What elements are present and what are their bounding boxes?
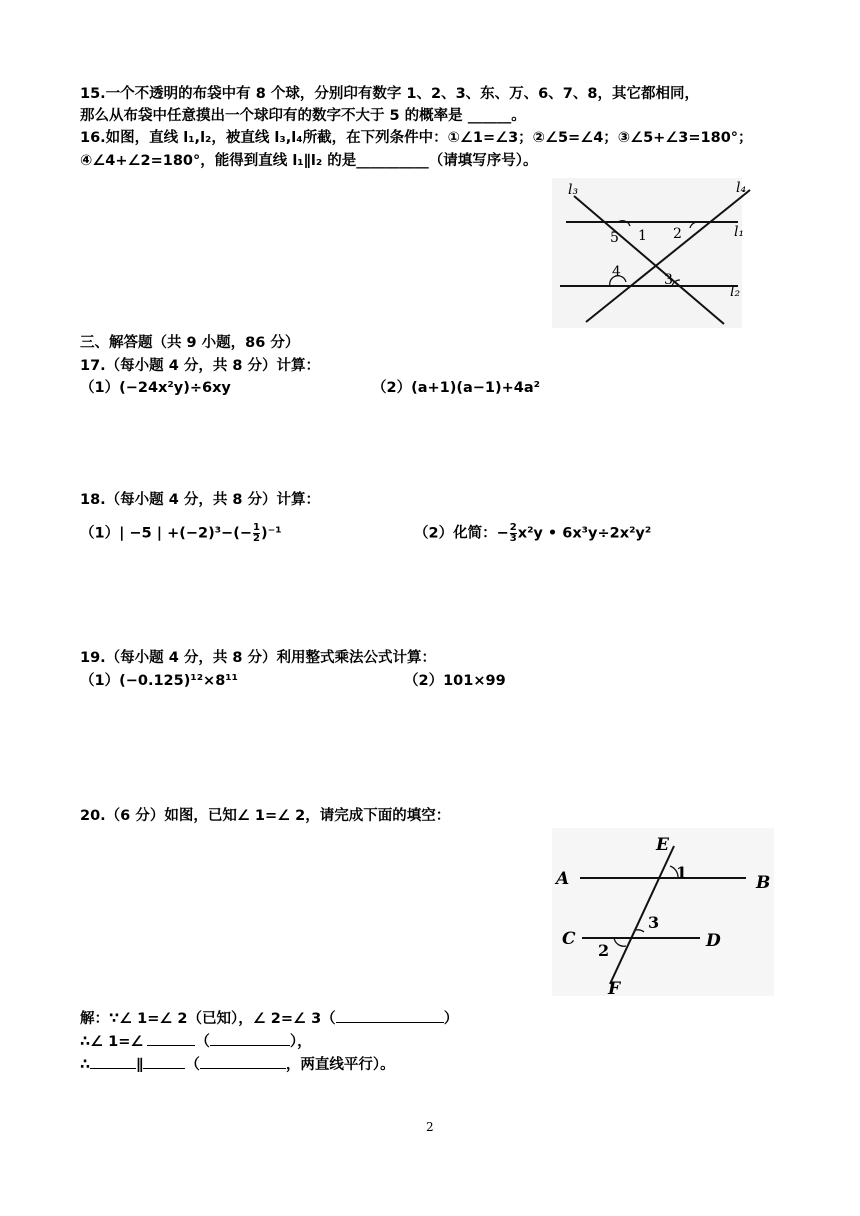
q16-line2: ④∠4+∠2=180°，能得到直线 l₁∥l₂ 的是__________（请填写序号）。 [80, 153, 538, 169]
label-angle-4: 4 [612, 264, 621, 280]
sol2-text-b: （ [195, 1034, 210, 1050]
label-l3: l₃ [568, 182, 579, 198]
sol3-text-b: ∥ [136, 1057, 144, 1073]
label-A: A [556, 869, 570, 889]
q20-solution-line3 [80, 1054, 395, 1075]
label-l1: l₁ [734, 224, 745, 240]
sol1-text-a: 解：∵∠ 1=∠ 2（已知），∠ 2=∠ 3（ [80, 1011, 336, 1027]
sol3-text-d: ，两直线平行）。 [285, 1057, 395, 1073]
q18-heading: 18.（每小题 4 分，共 8 分）计算： [80, 492, 321, 508]
label-B: B [756, 873, 771, 893]
sol1-blank [336, 1008, 444, 1023]
label-angle-2: 2 [598, 941, 610, 960]
label-F: F [608, 979, 621, 999]
q15-line1: 15.一个不透明的布袋中有 8 个球，分别印有数字 1、2、3、东、万、6、7、8，其它都相同， [80, 86, 699, 102]
q20-heading: 20.（6 分）如图，已知∠ 1=∠ 2，请完成下面的填空： [80, 808, 451, 824]
q19-part2: （2）101×99 [404, 673, 506, 689]
q20-figure [552, 828, 774, 999]
section3-title: 三、解答题（共 9 小题，86 分） [80, 335, 300, 351]
q16-figure [552, 178, 747, 328]
sol1-text-b: ） [443, 1011, 459, 1027]
sol2-blank2 [210, 1031, 290, 1046]
q18-frac-den: 3 [509, 533, 517, 544]
q18-p2-suffix: x²y • 6x³y÷2x²y² [517, 525, 652, 542]
label-l2: l₂ [730, 284, 741, 300]
q18-half-num: 1 [252, 522, 260, 533]
sol2-blank1 [147, 1031, 195, 1046]
label-D: D [706, 931, 721, 951]
sol2-text-a: ∴∠ 1=∠ [80, 1034, 144, 1050]
q18-half-den: 2 [252, 533, 260, 544]
q18-part1 [80, 523, 282, 544]
label-angle-5: 5 [610, 230, 619, 246]
q18-frac-num: 2 [509, 522, 517, 533]
sol3-text-a: ∴ [80, 1057, 91, 1073]
q20-solution-line2 [80, 1031, 312, 1052]
q17-part2: （2）(a+1)(a−1)+4a² [372, 380, 541, 396]
q19-heading: 19.（每小题 4 分，共 8 分）利用整式乘法公式计算： [80, 650, 437, 666]
sol3-blank1 [90, 1054, 136, 1069]
q17-heading: 17.（每小题 4 分，共 8 分）计算： [80, 358, 321, 374]
label-angle-1: 1 [638, 228, 647, 244]
label-E: E [656, 835, 669, 855]
q19-part1: （1）(−0.125)¹²×8¹¹ [80, 673, 238, 689]
label-l4: l₄ [736, 180, 747, 196]
q18-part2 [414, 523, 651, 544]
label-angle-3: 3 [648, 913, 660, 932]
sol3-text-c: （ [185, 1057, 200, 1073]
label-angle-1: 1 [676, 863, 688, 882]
q16-line1: 16.如图，直线 l₁,l₂，被直线 l₃,l₄所截，在下列条件中：①∠1=∠3；②∠5=∠4；③∠5+∠3=180°； [80, 130, 753, 146]
q17-part1: （1）(−24x²y)÷6xy [80, 380, 231, 396]
label-angle-2: 2 [673, 226, 682, 242]
q18-half-fraction [253, 523, 260, 544]
q18-p1-suffix: )⁻¹ [260, 525, 282, 542]
sol2-text-c: ）， [289, 1034, 312, 1050]
q20-solution-line1 [80, 1008, 458, 1029]
page-number: 2 [426, 1120, 434, 1134]
q18-p1-prefix: （1）| −5 | +(−2)³−(− [80, 525, 252, 542]
q18-two-thirds-fraction [510, 523, 517, 544]
label-C: C [562, 929, 576, 949]
q15-line2: 那么从布袋中任意摸出一个球印有的数字不大于 5 的概率是 ______。 [80, 108, 526, 124]
sol3-blank2 [143, 1054, 185, 1069]
label-angle-3: 3 [664, 272, 673, 288]
sol3-blank3 [200, 1054, 286, 1069]
q18-p2-prefix: （2）化简：− [414, 525, 509, 542]
